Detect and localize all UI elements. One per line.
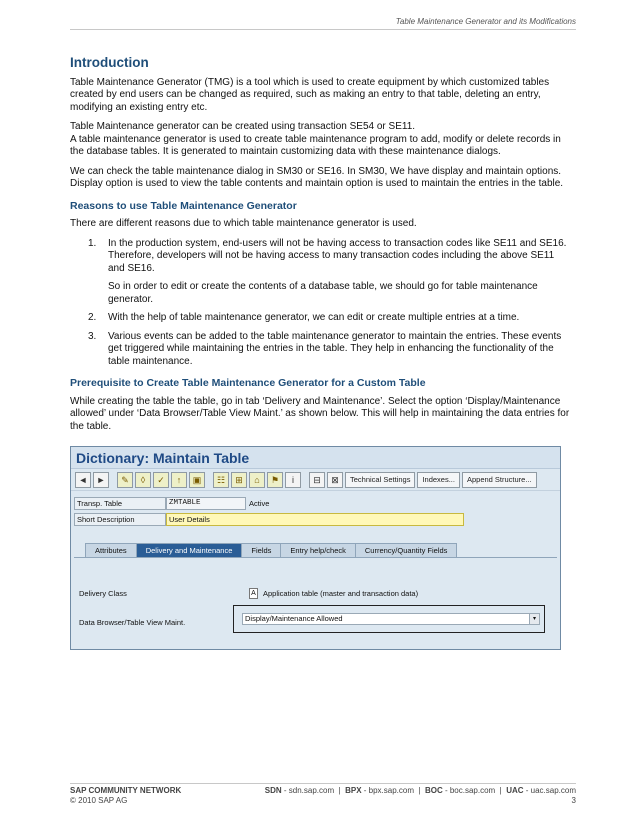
transp-table-field[interactable]: ZMTABLE [166,497,246,510]
list-number: 1. [88,237,97,249]
short-description-label: Short Description [74,513,166,526]
tab-underline [74,557,557,558]
activate-icon[interactable]: ↑ [171,472,187,488]
display-object-icon[interactable]: ⌂ [249,472,265,488]
list-item [88,331,570,369]
back-arrow-icon[interactable]: ◄ [75,472,91,488]
object-list-icon[interactable]: ⊞ [231,472,247,488]
footer-rule [70,783,576,784]
introduction-heading: Introduction [70,55,149,70]
footer-link-name: BPX [345,786,362,795]
delivery-class-label: Delivery Class [79,589,127,598]
append-structure-button[interactable]: Append Structure... [462,472,537,488]
reasons-intro: There are different reasons due to which table maintenance generator is used. [70,218,417,229]
navigation-icon[interactable]: ⚑ [267,472,283,488]
list-number: 2. [88,312,97,323]
footer-links: SDN - sdn.sap.com | BPX - bpx.sap.com | BOC - boc.sap.com | UAC - uac.sap.com [264,786,576,795]
tab-delivery-and-maintenance[interactable]: Delivery and Maintenance [136,543,243,557]
hierarchy-icon[interactable]: ☷ [213,472,229,488]
prereq-heading: Prerequisite to Create Table Maintenance Generator for a Custom Table [70,377,426,389]
display-change-icon[interactable]: ✎ [117,472,133,488]
transp-table-label: Transp. Table [74,497,166,510]
intro-paragraph-3: We can check the table maintenance dialog in SM30 or SE16. In SM30, We have display and maintain options. Display option is used to view the table contents and maintain option is used to maintain the entries in the table. [70,165,564,189]
dropdown-icon[interactable]: ▾ [529,614,539,624]
where-used-icon[interactable]: ▣ [189,472,205,488]
intro-paragraph-1: Table Maintenance Generator (TMG) is a tool which is used to create equipment by which customized tables created by end users can be changed as required, such as making an entry to that table, deleting an entry, modifying an existing entry etc. [70,76,550,113]
delivery-class-text: Application table (master and transaction data) [263,589,419,598]
data-browser-label: Data Browser/Table View Maint. [79,618,186,627]
relationship-icon[interactable]: ⊠ [327,472,343,488]
technical-settings-button[interactable]: Technical Settings [345,472,415,488]
footer-link-name: SDN [264,786,282,795]
sap-screenshot [70,446,561,650]
header-rule [70,29,576,30]
list-item [88,312,570,325]
sap-toolbar [71,469,560,491]
tab-currency-quantity-fields[interactable]: Currency/Quantity Fields [355,543,458,557]
intro-paragraph-2a: Table Maintenance generator can be created using transaction SE54 or SE11. [70,121,416,132]
footer-network: SAP COMMUNITY NETWORK [70,786,182,795]
footer-link-name: UAC [506,786,524,795]
list-item-extra: So in order to edit or create the contents of a database table, we should go for table maintenance generator. [108,281,538,305]
check-icon[interactable]: ✓ [153,472,169,488]
list-number: 3. [88,330,97,342]
tab-attributes[interactable]: Attributes [85,543,137,557]
document-body [70,57,570,440]
footer-link-name: BOC [424,786,443,795]
indexes-button[interactable]: Indexes... [417,472,460,488]
graphic-icon[interactable]: ⊟ [309,472,325,488]
intro-paragraph-2b: A table maintenance generator is used to create table maintenance program to add, modify or delete records in the database tables. It is generated to maintain customizing data with these maintenance dialogs. [70,133,561,157]
tab-fields[interactable]: Fields [241,543,281,557]
transp-table-row [71,497,560,512]
list-item-text: With the help of table maintenance generator, we can edit or create multiple entries at a time. [108,312,520,323]
footer-link-url[interactable]: sdn.sap.com [288,786,335,795]
footer-link-url[interactable]: bpx.sap.com [368,786,414,795]
footer-link-url[interactable]: boc.sap.com [449,786,496,795]
sap-tab-strip [85,543,456,557]
short-description-field[interactable]: User Details [166,513,464,526]
sap-window-title: Dictionary: Maintain Table [71,447,560,469]
reasons-list [88,238,570,369]
data-browser-value: Display/Maintenance Allowed [245,614,343,623]
footer-copyright: © 2010 SAP AG [70,796,128,805]
tab-entry-help-check[interactable]: Entry help/check [280,543,355,557]
other-object-icon[interactable]: ◊ [135,472,151,488]
forward-arrow-icon[interactable]: ► [93,472,109,488]
page-number: 3 [571,796,576,805]
running-header: Table Maintenance Generator and its Modifications [395,17,576,26]
short-description-row [71,513,560,528]
list-item-text: Various events can be added to the table maintenance generator to maintain the entries. These events get triggered while maintaining the entries in the table. They help in enhancing the functionality of the table maintenance. [108,330,562,367]
list-item [88,238,570,307]
footer-link-url[interactable]: uac.sap.com [530,786,576,795]
info-icon[interactable]: i [285,472,301,488]
delivery-class-field[interactable]: A [249,588,258,599]
delivery-class-row [79,588,549,600]
table-status: Active [249,499,270,508]
prereq-text: While creating the table the table, go in tab ‘Delivery and Maintenance’. Select the option ‘Display/Maintenance allowed’ under ‘Data Browser/Table View Maint.’ as shown below. This will help in maintaining the data entries for the table. [70,395,570,432]
data-browser-select[interactable] [242,613,540,625]
data-browser-highlight [233,605,545,633]
list-item-text: In the production system, end-users will not be having access to transaction codes like SE11 and SE16. Therefore, developers will not be having access to many transaction codes including the above SE11 and SE16. [108,237,567,274]
sap-field-area [71,497,560,528]
intro-paragraph-2 [70,121,570,159]
reasons-heading: Reasons to use Table Maintenance Generator [70,199,297,212]
